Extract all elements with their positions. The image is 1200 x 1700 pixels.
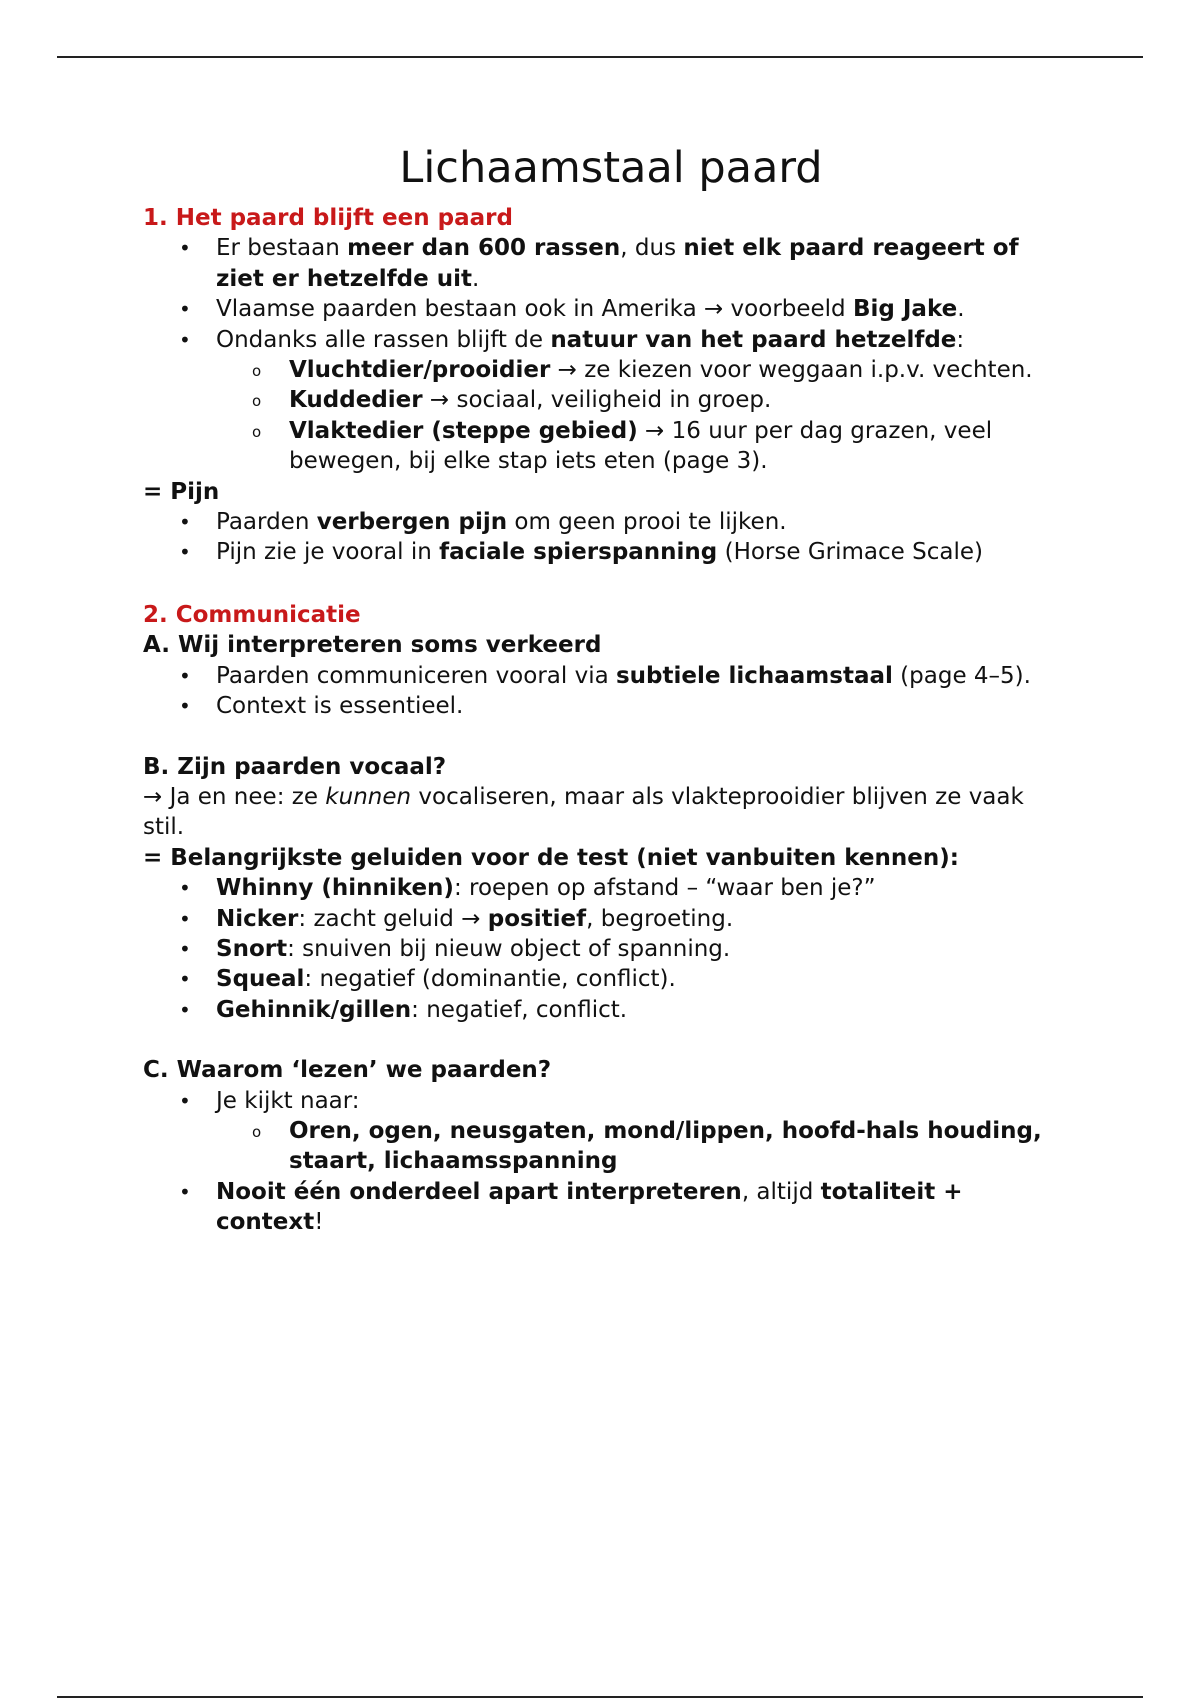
list-item: • Nicker: zacht geluid → positief, begroeting. (143, 904, 1063, 934)
nature-sublist (216, 355, 1063, 477)
list-item: • Squeal: negatief (dominantie, conflict). (143, 964, 1063, 994)
list-item: • Er bestaan meer dan 600 rassen, dus niet elk paard reageert of ziet er hetzelfde uit. (143, 233, 1063, 294)
list-item: • Snort: snuiven bij nieuw object of spanning. (143, 934, 1063, 964)
list-item: • Whinny (hinniken): roepen op afstand – “waar ben je?” (143, 873, 1063, 903)
section-2-heading: 2. Communicatie (143, 601, 361, 628)
pain-list (143, 507, 1063, 568)
sounds-list (143, 873, 1063, 1025)
subsection-a-list (143, 661, 1063, 722)
list-item: • Paarden verbergen pijn om geen prooi te lijken. (143, 507, 1063, 537)
sublist-item: o Kuddedier → sociaal, veiligheid in groep. (216, 385, 1063, 415)
list-item: • Je kijkt naar: o Oren, ogen, neusgaten, mond/lippen, hoofd-hals houding, staart, lichaamsspanning (143, 1086, 1063, 1177)
vocal-paragraph: → Ja en nee: ze kunnen vocaliseren, maar als vlakteprooidier blijven ze vaak stil. (143, 783, 1024, 841)
pain-heading: = Pijn (143, 478, 220, 505)
reading-sublist (216, 1116, 1063, 1177)
subsection-b-heading: B. Zijn paarden vocaal? (143, 753, 447, 780)
list-item: • Nooit één onderdeel apart interpreteren, altijd totaliteit + context! (143, 1177, 1063, 1238)
list-item: • Vlaamse paarden bestaan ook in Amerika → voorbeeld Big Jake. (143, 294, 1063, 324)
list-item: • Context is essentieel. (143, 691, 1063, 721)
subsection-c-heading: C. Waarom ‘lezen’ we paarden? (143, 1057, 552, 1084)
sublist-item: o Oren, ogen, neusgaten, mond/lippen, hoofd-hals houding, staart, lichaamsspanning (216, 1116, 1063, 1177)
document-page (143, 140, 1063, 1238)
sublist-item: o Vlaktedier (steppe gebied) → 16 uur per dag grazen, veel bewegen, bij elke stap iets eten (page 3). (216, 416, 1063, 477)
header-rule (57, 56, 1143, 58)
sublist-item: o Vluchtdier/prooidier → ze kiezen voor weggaan i.p.v. vechten. (216, 355, 1063, 385)
section-1-list (143, 233, 1063, 476)
section-1-heading: 1. Het paard blijft een paard (143, 205, 513, 231)
document-title: Lichaamstaal paard (399, 143, 823, 193)
list-item: • Pijn zie je vooral in faciale spierspanning (Horse Grimace Scale) (143, 537, 1063, 567)
subsection-c-list (143, 1086, 1063, 1238)
sounds-heading: = Belangrijkste geluiden voor de test (niet vanbuiten kennen): (143, 844, 959, 871)
subsection-a-heading: A. Wij interpreteren soms verkeerd (143, 632, 602, 659)
list-item: • Paarden communiceren vooral via subtiele lichaamstaal (page 4–5). (143, 661, 1063, 691)
footer-rule (57, 1696, 1143, 1698)
list-item: • Gehinnik/gillen: negatief, conflict. (143, 995, 1063, 1025)
list-item: • Ondanks alle rassen blijft de natuur van het paard hetzelfde: o Vluchtdier/prooidier → ze kiezen voor weggaan i.p.v. vechten. o Kuddedier → sociaal, veiligheid in groep. o Vlaktedier (steppe gebied) → 16 uur per dag grazen, veel bewegen, bij elke stap iets eten (page 3). (143, 325, 1063, 477)
